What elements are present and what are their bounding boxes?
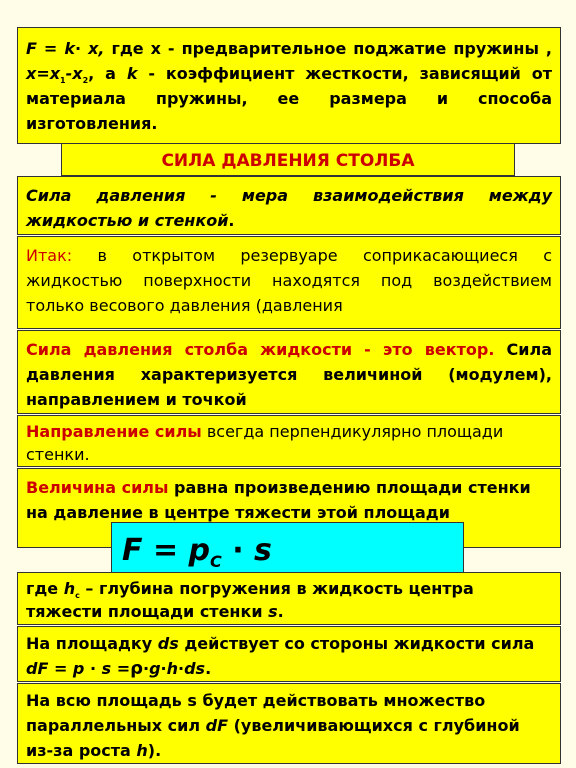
period: . — [205, 659, 212, 678]
info-box-vector — [17, 330, 561, 414]
sub-1: 1 — [60, 76, 66, 86]
formula-sub-c: C — [210, 552, 222, 571]
dot: · — [143, 659, 150, 678]
direction-text — [26, 420, 552, 466]
g-symbol: g — [149, 659, 161, 678]
info-box-depth — [17, 572, 561, 625]
k-symbol: k — [126, 64, 138, 83]
text-part: На площадку — [26, 634, 158, 653]
h-symbol: h — [63, 579, 76, 598]
dF-formula: dF = p — [26, 659, 85, 678]
formula-s: s — [254, 533, 272, 568]
vector-text — [26, 337, 552, 412]
minus-x: -x — [65, 64, 83, 83]
body-text: Сила давления характеризуется величиной (модулем), направлением и точкой — [26, 340, 552, 409]
formula-F-k: F = k — [26, 39, 75, 58]
highlight-direction: Направление силы — [26, 422, 202, 441]
highlight-magnitude: Величина силы — [26, 478, 169, 497]
x-eq: x=x — [26, 64, 61, 83]
period: . — [277, 602, 284, 621]
ds-symbol: ds — [157, 634, 179, 653]
body-text: всегда перпендикулярно площади стенки. — [26, 422, 504, 464]
s-symbol: s — [268, 602, 278, 621]
h-sub-c: c — [75, 591, 80, 601]
equals: = — [111, 659, 131, 678]
info-box-open-tank — [17, 236, 561, 329]
definition-box-spring — [17, 27, 561, 144]
formula-x: x, — [81, 39, 105, 58]
text-part: – глубина погружения в жидкость центра тяжести площади стенки — [26, 579, 474, 621]
dot: · — [178, 659, 185, 678]
elementary-force-text — [26, 631, 552, 681]
info-box-direction — [17, 415, 561, 467]
rho-symbol: ρ — [130, 658, 144, 679]
definition-text: Сила давления - мера взаимодействия между жидкостью и стенкой — [26, 186, 552, 230]
text-part: где x - предварительное поджатие пружины , — [104, 39, 552, 58]
pressure-force-definition — [26, 183, 552, 233]
info-box-elementary-force — [17, 626, 561, 682]
highlight-vector: Сила давления столба жидкости - это вектор. — [26, 340, 495, 359]
h-symbol: h — [166, 659, 179, 678]
spring-formula-text — [26, 36, 552, 136]
dot: · — [160, 659, 167, 678]
text-part: ). — [147, 741, 162, 760]
info-box-parallel-forces — [17, 683, 561, 764]
depth-text — [26, 577, 552, 623]
text-part: действует со стороны жидкости сила — [178, 634, 535, 653]
body-text: в открытом резервуаре соприкасающиеся с жидкостью поверхности находятся под воздействием только весового давления (давления — [26, 246, 552, 315]
dot: · — [84, 659, 102, 678]
parallel-forces-text — [26, 688, 552, 763]
ds-symbol: ds — [184, 659, 206, 678]
highlight-itak: Итак: — [26, 246, 73, 265]
definition-box-pressure-force — [17, 176, 561, 235]
text-part: (увеличивающихся с глубиной из-за роста — [26, 716, 520, 760]
period: . — [228, 211, 235, 230]
formula-dot: · — [221, 533, 255, 568]
h-symbol: h — [136, 741, 148, 760]
text-part: - коэффициент жесткости, зависящий от материала пружины, ее размера и способа изготовления. — [26, 64, 553, 133]
magnitude-text — [26, 475, 552, 525]
section-title: СИЛА ДАВЛЕНИЯ СТОЛБА — [161, 151, 415, 171]
sub-2: 2 — [82, 76, 89, 86]
formula-F-p: F = p — [122, 533, 210, 568]
text-part: На всю площадь s будет действовать множество параллельных сил — [26, 691, 486, 735]
body-text: равна произведению площади стенки на давление в центре тяжести этой площади — [26, 478, 531, 522]
s-symbol: s — [101, 659, 112, 678]
dot: · — [74, 39, 82, 58]
text-part: где — [26, 579, 64, 598]
text-part: , а — [88, 64, 127, 83]
section-title-box — [61, 143, 515, 176]
open-tank-text — [26, 243, 552, 318]
dF-symbol: dF — [205, 716, 229, 735]
